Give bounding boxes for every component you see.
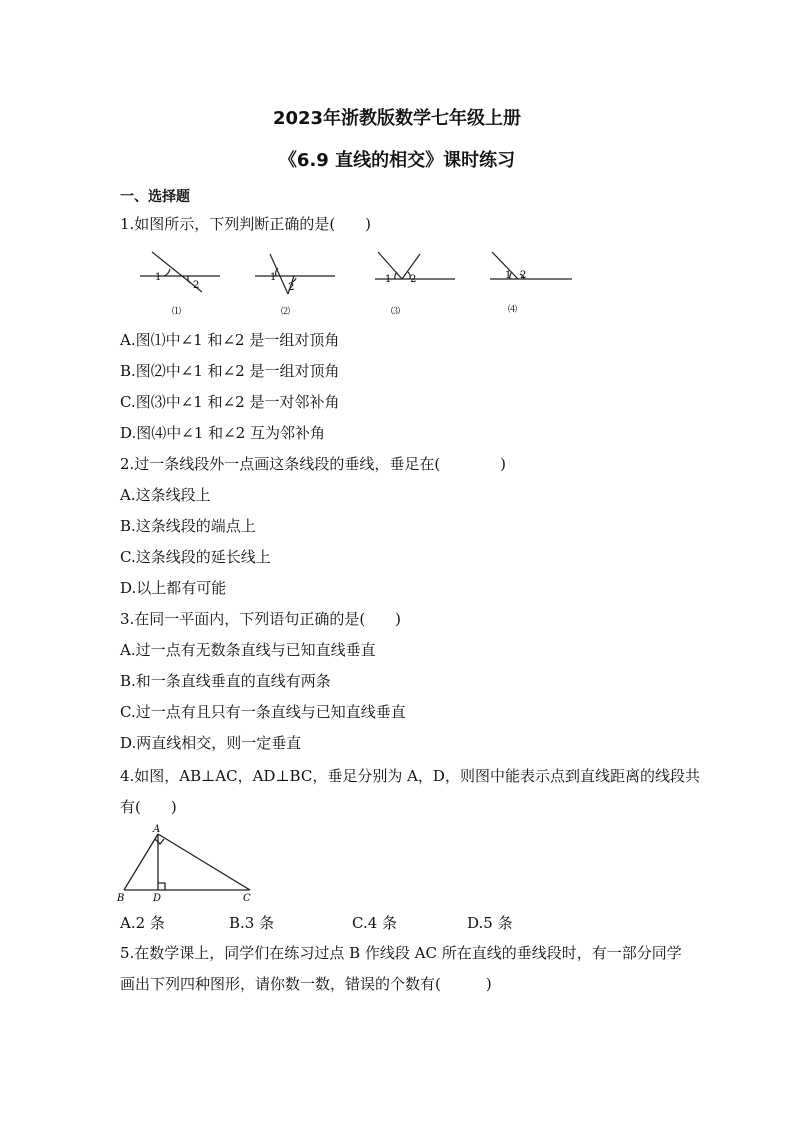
doc-subtitle: 《6.9 直线的相交》课时练习 [278, 150, 516, 171]
q4-option-a: A.2 条 [120, 914, 165, 932]
q1-fig2-angle2: 2 [288, 282, 295, 293]
q3-option-a: A.过一点有无数条直线与已知直线垂直 [120, 641, 376, 659]
q1-figure-2 [255, 254, 335, 294]
q1-fig3-angle1: 1 [385, 274, 392, 285]
q1-figure-4 [490, 252, 572, 279]
section-heading: 一、选择题 [120, 189, 190, 205]
q2-option-b: B.这条线段的端点上 [120, 517, 256, 535]
q1-fig4-angle1: 1 [505, 270, 512, 281]
q1-figure-1 [140, 252, 220, 292]
q1-fig4-angle2: 2 [520, 270, 527, 281]
q1-fig1-label: ⑴ [172, 307, 182, 317]
q1-option-c: C.图⑶中∠1 和∠2 是一对邻补角 [120, 393, 340, 411]
q4-stem-line1: 4.如图，AB⊥AC，AD⊥BC，垂足分别为 A，D，则图中能表示点到直线距离的线段共 [120, 767, 700, 785]
q3-option-d: D.两直线相交，则一定垂直 [120, 734, 302, 752]
q1-option-a: A.图⑴中∠1 和∠2 是一组对顶角 [120, 331, 340, 349]
doc-title: 2023年浙教版数学七年级上册 [272, 108, 522, 129]
q5-stem-line2: 画出下列四种图形，请你数一数，错误的个数有( ) [120, 975, 492, 993]
q4-label-b: B [117, 893, 125, 904]
q2-option-c: C.这条线段的延长线上 [120, 548, 271, 566]
q3-option-b: B.和一条直线垂直的直线有两条 [120, 672, 331, 690]
q4-triangle-figure [116, 824, 266, 904]
q1-fig4-label: ⑷ [508, 305, 518, 315]
q3-option-c: C.过一点有且只有一条直线与已知直线垂直 [120, 703, 406, 721]
q5-stem-line1: 5.在数学课上，同学们在练习过点 B 作线段 AC 所在直线的垂线段时，有一部分同学 [120, 944, 682, 962]
q1-stem: 1.如图所示，下列判断正确的是( ) [120, 215, 372, 233]
q4-option-b: B.3 条 [229, 914, 275, 932]
q3-stem: 3.在同一平面内，下列语句正确的是( ) [120, 610, 402, 628]
q2-option-d: D.以上都有可能 [120, 579, 227, 597]
q1-fig3-label: ⑶ [391, 307, 401, 317]
q1-figures [130, 242, 610, 322]
q2-stem: 2.过一条线段外一点画这条线段的垂线，垂足在( ) [120, 455, 507, 473]
q1-fig2-angle1: 1 [270, 272, 277, 283]
q1-option-d: D.图⑷中∠1 和∠2 互为邻补角 [120, 424, 326, 442]
q2-option-a: A.这条线段上 [120, 486, 211, 504]
q1-fig1-angle2: 2 [193, 280, 200, 291]
q4-option-c: C.4 条 [352, 914, 398, 932]
q4-label-a: A [153, 824, 161, 835]
q1-fig2-label: ⑵ [281, 307, 291, 317]
q1-fig1-angle1: 1 [155, 272, 162, 283]
q1-option-b: B.图⑵中∠1 和∠2 是一组对顶角 [120, 362, 340, 380]
q4-option-d: D.5 条 [467, 914, 513, 932]
q4-label-d: D [153, 893, 162, 904]
q4-label-c: C [243, 893, 251, 904]
q1-fig3-angle2: 2 [410, 274, 417, 285]
q4-stem-line2: 有( ) [120, 798, 177, 816]
